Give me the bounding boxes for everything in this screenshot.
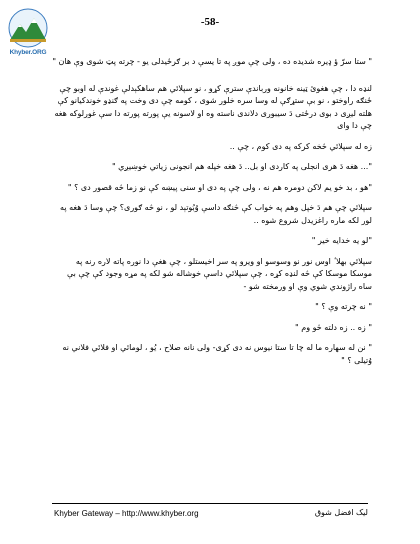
footer-website: Khyber Gateway – http://www.khyber.org bbox=[54, 509, 199, 518]
page-number: -58- bbox=[200, 16, 220, 28]
paragraph-3: زه له سپلائي څخه کرکه په دی کوم ، چې .. bbox=[229, 141, 372, 151]
paragraph-1: " ستا سرّ ؤ ډیره شدیده ده ، ولی چې موږ په تا یسې د بر ګرځیدلی یو - چرته پټ شوی وې هان " bbox=[52, 57, 372, 66]
paragraph-7: "لو یه خدایه خیر " bbox=[311, 236, 372, 245]
paragraph-4: "... هغه دَ هری انجلی په کاردی او بل.. دَ هغه خپله هم انجونی زیاتي خوښيږي " bbox=[111, 162, 372, 171]
paragraph-11: " نن له سهاره ما له چا تا ستا نيوس نه دی کړی- ولی نانه صلاح ، يُو ، لومائي او فلائي فلاني نه وُتيلی ؟ " bbox=[62, 343, 372, 365]
khyber-logo bbox=[4, 6, 52, 60]
logo-text: Khyber.ORG bbox=[9, 49, 47, 56]
paragraph-8: سپلائي بهلا ٔ اوس نور نو وسوسو او ویرو په سر اخیستلو ، چې هغې دا نوره پاته لاره رنه په موسکا موسکا کې څه لنډه کړه ، چې سپلائي داسې خوشاله شو لکه په مړه وجود کې چې بې ساه راژوندي شوي وې او ورمخته شو - bbox=[66, 256, 372, 291]
mountain-logo-icon bbox=[4, 6, 52, 50]
paragraph-5: "هو ، بد خو یم لاکن دومره هم نه ، ولی چې په دی او سنی پیښه کې نو زما څه قصور دی ؟ " bbox=[67, 182, 372, 192]
footer-author: لیک افضل شوق bbox=[314, 508, 368, 517]
paragraph-2: لنډه دا ، چې هغوئ ټینه خانونه ورباندې سترې کړو ، نو سپلائي هم ساهکېدلې غوندې له اوبو چې ځنګه راوختو ، نو بې ستړګې له وسا سره خلور شوی ، کومه چې دی وخت په ګنډو خوندکيانو کې هلته لیږی د بوی درځتی دَ سیبوری دلاندی ناسته وه او لاسونه یې پورته پورته دا سې غورلوکه هغه چې دا وای bbox=[54, 83, 372, 130]
paragraph-6: سپلائي چې هم دَ خپل وهم په خواب کې څنګه داسې وُبُوتېد لو ، نو څه ګوری؟ چې وسا دَ هغه په لور لکه ماره راغزیدل شروع شوه .. bbox=[60, 203, 372, 225]
footer-divider bbox=[52, 503, 368, 504]
paragraph-10: " زه .. زه دلته څو وم " bbox=[295, 322, 372, 332]
paragraph-9: " نه چرته وې ؟ " bbox=[315, 302, 372, 311]
document-body bbox=[52, 56, 372, 375]
